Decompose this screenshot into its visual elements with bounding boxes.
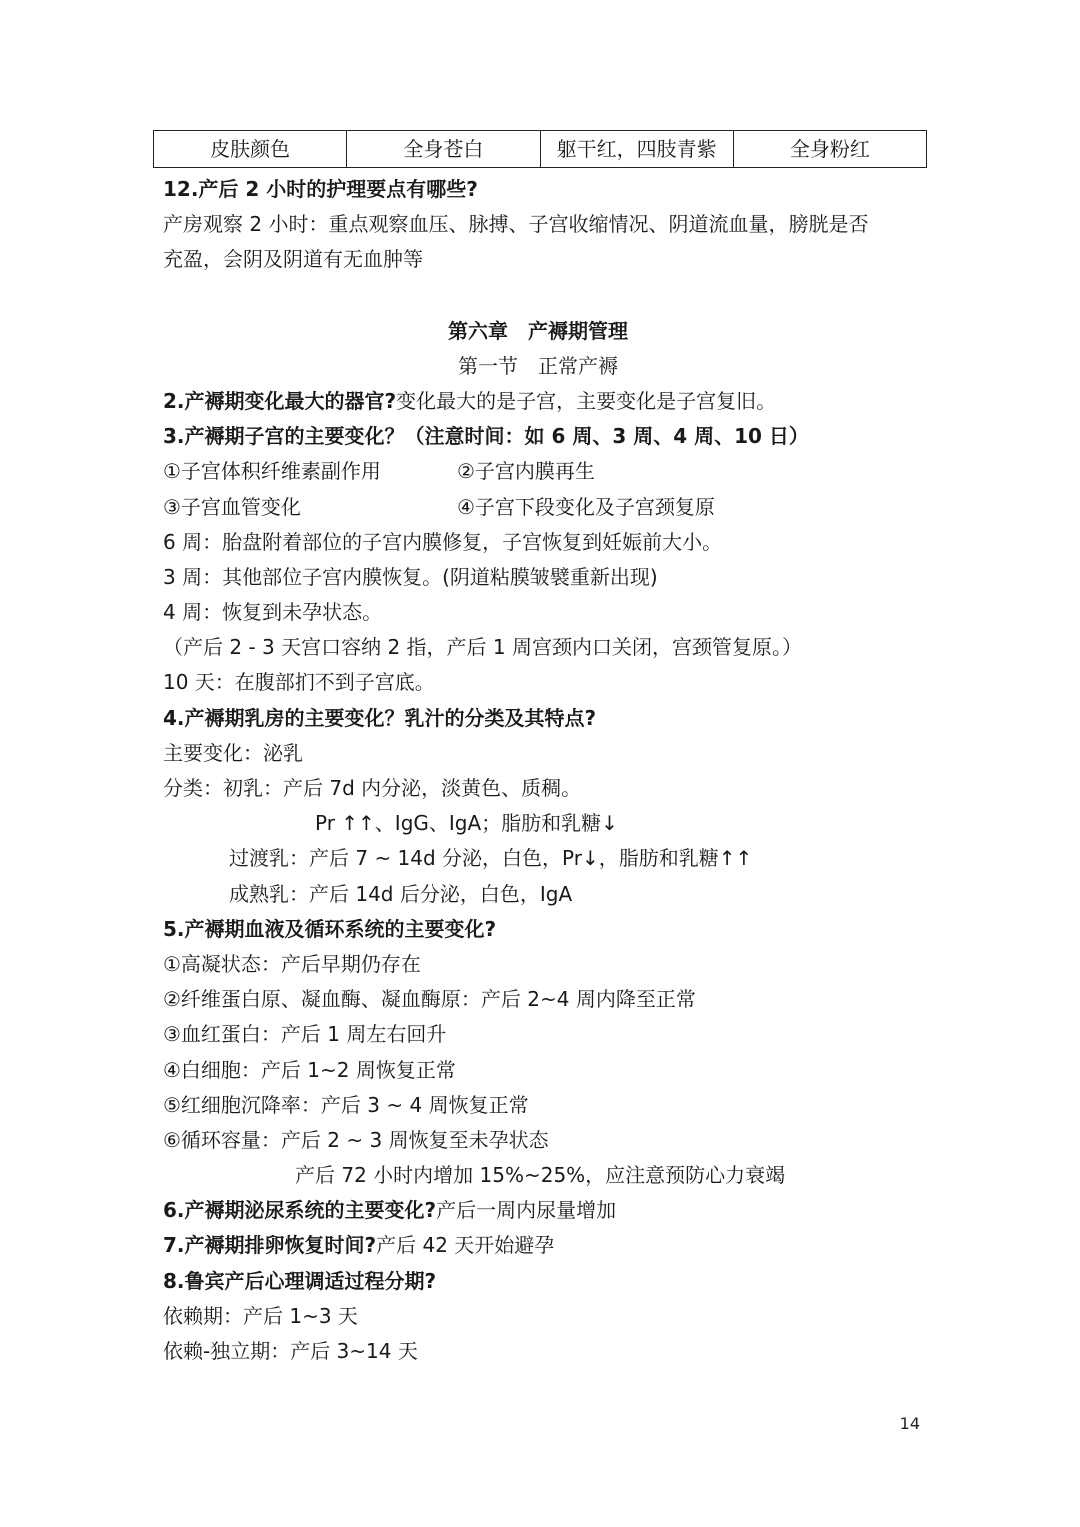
question-12-answer-line: 充盈，会阴及阴道有无血肿等 <box>163 247 423 272</box>
chapter-title: 第六章 产褥期管理 <box>448 318 628 343</box>
question-2-title: 2.产褥期变化最大的器官? <box>163 388 397 413</box>
question-5-title: 5.产褥期血液及循环系统的主要变化? <box>163 916 497 941</box>
question-2 <box>163 384 933 419</box>
table-cell: 全身粉红 <box>733 131 926 168</box>
question-3-items-row <box>163 454 933 489</box>
list-item: 10 天：在腹部扪不到子宫底。 <box>163 670 435 695</box>
question-12-title: 12.产后 2 小时的护理要点有哪些? <box>163 177 478 201</box>
question-8-title: 8.鲁宾产后心理调适过程分期? <box>163 1268 437 1293</box>
list-item: 6 周：胎盘附着部位的子宫内膜修复，子宫恢复到妊娠前大小。 <box>163 529 723 554</box>
question-6-title: 6.产褥期泌尿系统的主要变化? <box>163 1198 437 1223</box>
list-item: ③子宫血管变化 <box>163 494 301 519</box>
table-cell: 全身苍白 <box>347 131 540 168</box>
question-3-items-row <box>163 490 933 525</box>
question-7 <box>163 1228 933 1263</box>
question-7-title: 7.产褥期排卵恢复时间? <box>163 1233 377 1258</box>
table-row <box>154 131 927 168</box>
list-item: 产后 72 小时内增加 15%~25%，应注意预防心力衰竭 <box>295 1163 786 1188</box>
list-item: 分类：初乳：产后 7d 内分泌，淡黄色、质稠。 <box>163 776 582 800</box>
list-item: ②纤维蛋白原、凝血酶、凝血酶原：产后 2~4 周内降至正常 <box>163 987 696 1012</box>
list-item: 主要变化：泌乳 <box>163 740 303 765</box>
question-3-title: 3.产褥期子宫的主要变化？（注意时间：如 6 周、3 周、4 周、10 日） <box>163 424 809 449</box>
table-cell: 皮肤颜色 <box>154 131 347 168</box>
list-item: Pr ↑↑、IgG、IgA；脂肪和乳糖↓ <box>315 811 618 836</box>
list-item: 依赖期：产后 1~3 天 <box>163 1303 358 1328</box>
question-6-answer: 产后一周内尿量增加 <box>436 1198 617 1223</box>
list-item: 3 周：其他部位子宫内膜恢复。(阴道粘膜皱襞重新出现) <box>163 564 658 589</box>
list-item: （产后 2 - 3 天宫口容纳 2 指，产后 1 周宫颈内口关闭，宫颈管复原。） <box>163 635 802 660</box>
list-item: ②子宫内膜再生 <box>457 459 595 484</box>
list-item: ⑥循环容量：产后 2 ~ 3 周恢复至未孕状态 <box>163 1127 549 1152</box>
list-item: ④白细胞：产后 1~2 周恢复正常 <box>163 1057 456 1082</box>
list-item: ①高凝状态：产后早期仍存在 <box>163 951 421 976</box>
list-item: ④子宫下段变化及子宫颈复原 <box>457 494 715 519</box>
list-item: ③血红蛋白：产后 1 周左右回升 <box>163 1022 447 1047</box>
table-cell: 躯干红，四肢青紫 <box>540 131 733 168</box>
question-4-title: 4.产褥期乳房的主要变化？乳汁的分类及其特点? <box>163 705 597 730</box>
question-6 <box>163 1193 933 1228</box>
list-item: ⑤红细胞沉降率：产后 3 ~ 4 周恢复正常 <box>163 1092 529 1117</box>
document-body <box>163 172 933 1369</box>
question-2-answer: 变化最大的是子宫，主要变化是子宫复旧。 <box>396 388 777 413</box>
list-item: 过渡乳：产后 7 ~ 14d 分泌，白色，Pr↓，脂肪和乳糖↑↑ <box>229 846 753 871</box>
list-item: 4 周：恢复到未孕状态。 <box>163 600 383 625</box>
apgar-table-fragment <box>153 130 927 168</box>
page-number: 14 <box>899 1414 920 1433</box>
question-12-answer-line: 产房观察 2 小时：重点观察血压、脉搏、子宫收缩情况、阴道流血量，膀胱是否 <box>163 212 869 237</box>
list-item: 依赖-独立期：产后 3~14 天 <box>163 1339 418 1363</box>
question-7-answer: 产后 42 天开始避孕 <box>376 1233 555 1258</box>
list-item: 成熟乳：产后 14d 后分泌，白色，IgA <box>229 881 573 906</box>
list-item: ①子宫体积纤维素副作用 <box>163 459 381 484</box>
spacer <box>163 278 933 314</box>
section-title: 第一节 正常产褥 <box>458 353 618 378</box>
